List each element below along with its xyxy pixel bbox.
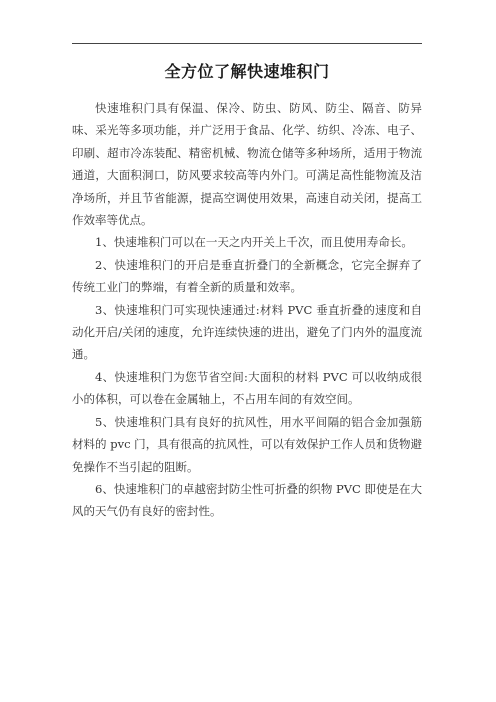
point-4-paragraph: 4、快速堆积门为您节省空间:大面积的材料 PVC 可以收纳成很小的体积，可以卷在金属轴上，不占用车间的有效空间。 bbox=[72, 369, 422, 407]
point-5-paragraph: 5、快速堆积门具有良好的抗风性，用水平间隔的铝合金加强筋材料的 pvc 门，具有很高的抗风性，可以有效保护工作人员和货物避免操作不当引起的阻断。 bbox=[72, 414, 422, 474]
intro-paragraph: 快速堆积门具有保温、保冷、防虫、防风、防尘、隔音、防异味、采光等多项功能，并广泛用于食品、化学、纺织、冷冻、电子、印刷、超市冷冻装配、精密机械、物流仓储等多种场所，适用于物流通道，大面积洞口，防风要求较高等内外门。可满足高性能物流及洁净场所，并且节省能源，提高空调使用效果，高速自动关闭，提高工作效率等优点。 bbox=[72, 101, 422, 228]
header-rule bbox=[72, 43, 422, 44]
point-2-paragraph: 2、快速堆积门的开启是垂直折叠门的全新概念，它完全摒弃了传统工业门的弊端，有着全新的质量和效率。 bbox=[72, 257, 422, 295]
point-1-paragraph: 1、快速堆积门可以在一天之内开关上千次，而且使用寿命长。 bbox=[95, 235, 413, 250]
document-title: 全方位了解快速堆积门 bbox=[164, 62, 330, 81]
point-3-paragraph: 3、快速堆积门可实现快速通过:材料 PVC 垂直折叠的速度和自动化开启/关闭的速度，允许连续快速的进出，避免了门内外的温度流通。 bbox=[72, 302, 422, 362]
document-body bbox=[72, 97, 422, 523]
point-6-paragraph: 6、快速堆积门的卓越密封防尘性可折叠的织物 PVC 即使是在大风的天气仍有良好的密封性。 bbox=[72, 481, 422, 519]
